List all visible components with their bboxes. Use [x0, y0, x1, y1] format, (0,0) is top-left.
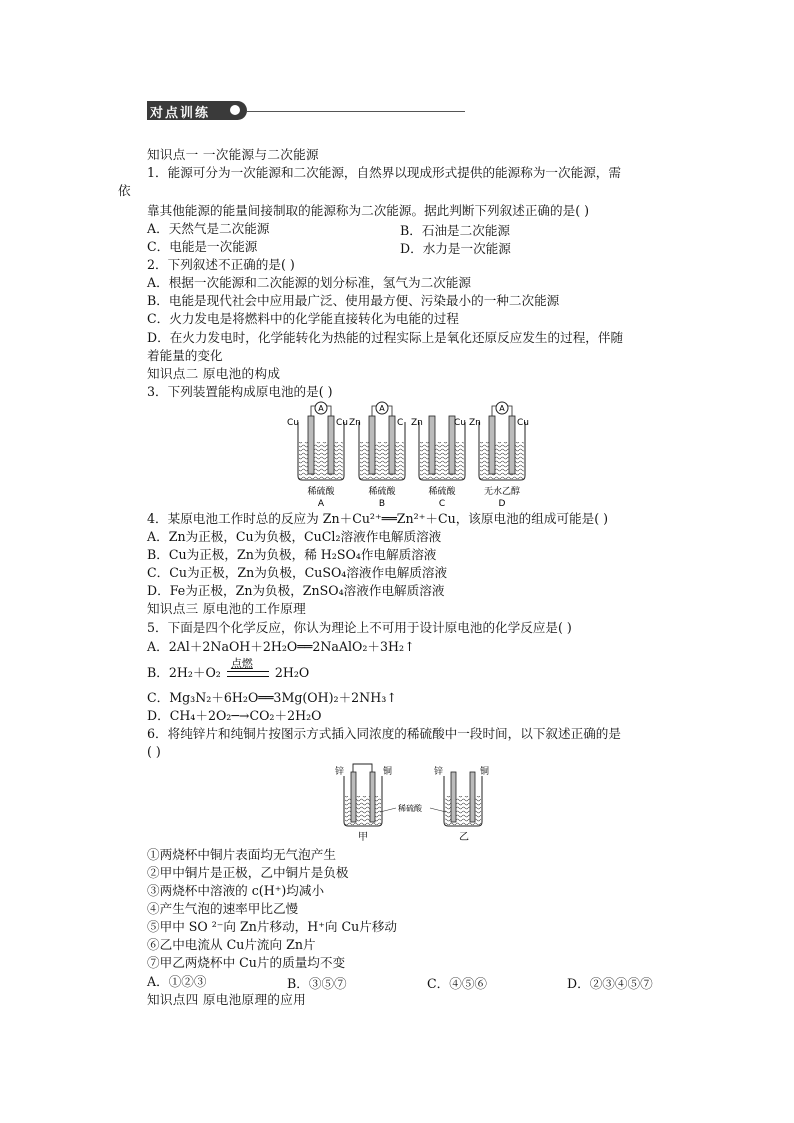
cell-b-right-electrode: C — [397, 418, 404, 428]
yi-label: 乙 — [459, 832, 469, 843]
yi-zinc-label: 锌 — [434, 767, 444, 777]
q1-stem-overflow: 依 — [118, 183, 131, 198]
q2-option-c: C．火力发电是将燃料中的化学能直接转化为电能的过程 — [147, 311, 459, 326]
cell-c-left-electrode: Zn — [411, 418, 423, 428]
ammeter-label: A — [379, 404, 385, 413]
ammeter-label: A — [318, 404, 324, 413]
cell-a-label: A — [317, 499, 325, 509]
q4-stem: 4．某原电池工作时总的反应为 Zn＋Cu²⁺══Zn²⁺＋Cu，该原电池的组成可能是( ) — [147, 511, 609, 526]
q5-option-b — [147, 657, 310, 682]
cell-c-label: C — [438, 499, 446, 509]
yi-copper-label: 铜 — [480, 767, 490, 777]
q4-option-a: A．Zn为正极，Cu为负极，CuCl₂溶液作电解质溶液 — [147, 529, 442, 544]
equals-bars — [227, 671, 269, 677]
jia-zinc-label: 锌 — [335, 767, 345, 777]
q1-stem-line2: 靠其他能源的能量间接制取的能源称为二次能源。据此判断下列叙述正确的是( ) — [147, 203, 590, 218]
cell-b-left-electrode: Zn — [349, 418, 361, 428]
q6-statement-3: ③两烧杯中溶液的 c(H⁺)均减小 — [147, 883, 325, 898]
beaker-yi — [434, 765, 489, 843]
q6-stem-line2: ( ) — [147, 744, 161, 759]
knowledge-point-3-title: 知识点三 原电池的工作原理 — [147, 601, 307, 616]
q3-stem: 3．下列装置能构成原电池的是( ) — [147, 384, 333, 399]
section-header-label: 对点训练 — [150, 106, 211, 121]
reaction-condition — [227, 657, 269, 682]
cell-a-left-electrode: Cu — [287, 418, 299, 428]
q6-option-c: C．④⑤⑥ — [427, 976, 488, 991]
cell-b — [349, 402, 405, 509]
acid-label: 稀硫酸 — [398, 804, 422, 813]
cell-d-label: D — [498, 499, 506, 509]
cell-a-right-electrode: Cu — [336, 418, 348, 428]
bullet-dot-icon — [230, 105, 240, 115]
q2-option-d-line1: D．在火力发电时，化学能转化为热能的过程实际上是氧化还原反应发生的过程，伴随 — [147, 330, 624, 345]
q2-option-b: B．电能是现代社会中应用最广泛、使用最方便、污染最小的一种二次能源 — [147, 293, 560, 308]
q6-statement-2: ②甲中铜片是正极，乙中铜片是负极 — [147, 865, 349, 880]
q2-option-a: A．根据一次能源和二次能源的划分标准，氢气为二次能源 — [147, 275, 471, 290]
q5-option-a: A．2Al＋2NaOH＋2H₂O══2NaAlO₂＋3H₂↑ — [147, 639, 415, 654]
cell-d-right-electrode: Cu — [517, 418, 529, 428]
cell-b-label: B — [378, 499, 386, 509]
q3-figure — [286, 400, 536, 512]
q5-option-b-right: 2H₂O — [274, 665, 310, 680]
q1-option-c: C．电能是一次能源 — [147, 239, 258, 254]
q6-option-d: D．②③④⑤⑦ — [567, 976, 653, 991]
q6-figure — [330, 762, 500, 844]
q6-beakers-diagram — [330, 762, 500, 844]
q6-stem-line1: 6．将纯锌片和纯铜片按图示方式插入同浓度的稀硫酸中一段时间，以下叙述正确的是 — [147, 726, 621, 741]
q6-option-a: A．①②③ — [147, 974, 207, 989]
q4-option-b: B．Cu为正极，Zn为负极，稀 H₂SO₄作电解质溶液 — [147, 547, 437, 562]
q4-option-d: D．Fe为正极，Zn为负极，ZnSO₄溶液作电解质溶液 — [147, 583, 445, 598]
section-header-rule — [247, 111, 465, 112]
q6-statement-1: ①两烧杯中铜片表面均无气泡产生 — [147, 847, 336, 862]
q6-statement-5: ⑤甲中 SO ²⁻向 Zn片移动，H⁺向 Cu片移动 — [147, 919, 398, 934]
q2-option-d-line2: 着能量的变化 — [147, 348, 223, 363]
knowledge-point-4-title: 知识点四 原电池原理的应用 — [147, 992, 307, 1007]
reaction-condition-label: 点燃 — [230, 657, 253, 670]
cell-d — [469, 402, 529, 509]
q1-option-a: A．天然气是二次能源 — [147, 221, 270, 236]
q5-option-d: D．CH₄＋2O₂─→CO₂＋2H₂O — [147, 708, 322, 723]
ammeter-label: A — [499, 404, 505, 413]
q5-stem: 5．下面是四个化学反应，你认为理论上不可用于设计原电池的化学反应是( ) — [147, 620, 572, 635]
cell-a-solution: 稀硫酸 — [307, 487, 335, 497]
cell-b-solution: 稀硫酸 — [368, 487, 396, 497]
jia-copper-label: 铜 — [383, 767, 393, 777]
beaker-jia — [335, 764, 392, 843]
q1-stem-line1: 1．能源可分为一次能源和二次能源，自然界以现成形式提供的能源称为一次能源，需 — [147, 165, 621, 180]
cell-d-solution: 无水乙醇 — [483, 487, 521, 497]
q5-option-b-left: B．2H₂＋O₂ — [147, 665, 221, 680]
knowledge-point-2-title: 知识点二 原电池的构成 — [147, 366, 281, 381]
q6-statement-4: ④产生气泡的速率甲比乙慢 — [147, 901, 299, 916]
cell-c-right-electrode: Cu — [454, 418, 466, 428]
cell-d-left-electrode: Zn — [469, 418, 481, 428]
q6-statement-6: ⑥乙中电流从 Cu片流向 Zn片 — [147, 937, 316, 952]
cell-c — [411, 416, 466, 509]
q6-option-b: B．③⑤⑦ — [287, 976, 347, 991]
q3-cells-diagram — [286, 400, 536, 512]
q5-option-c: C．Mg₃N₂＋6H₂O══3Mg(OH)₂＋2NH₃↑ — [147, 690, 397, 705]
cell-c-solution: 稀硫酸 — [428, 487, 456, 497]
section-header — [147, 101, 467, 121]
jia-label: 甲 — [358, 832, 368, 843]
q6-statement-7: ⑦甲乙两烧杯中 Cu片的质量均不变 — [147, 955, 346, 970]
q1-option-b: B．石油是二次能源 — [400, 223, 511, 238]
q2-stem: 2．下列叙述不正确的是( ) — [147, 257, 295, 272]
cell-a — [287, 402, 348, 509]
q4-option-c: C．Cu为正极，Zn为负极，CuSO₄溶液作电解质溶液 — [147, 565, 448, 580]
knowledge-point-1-title: 知识点一 一次能源与二次能源 — [147, 147, 319, 162]
q1-option-d: D．水力是一次能源 — [400, 241, 511, 256]
